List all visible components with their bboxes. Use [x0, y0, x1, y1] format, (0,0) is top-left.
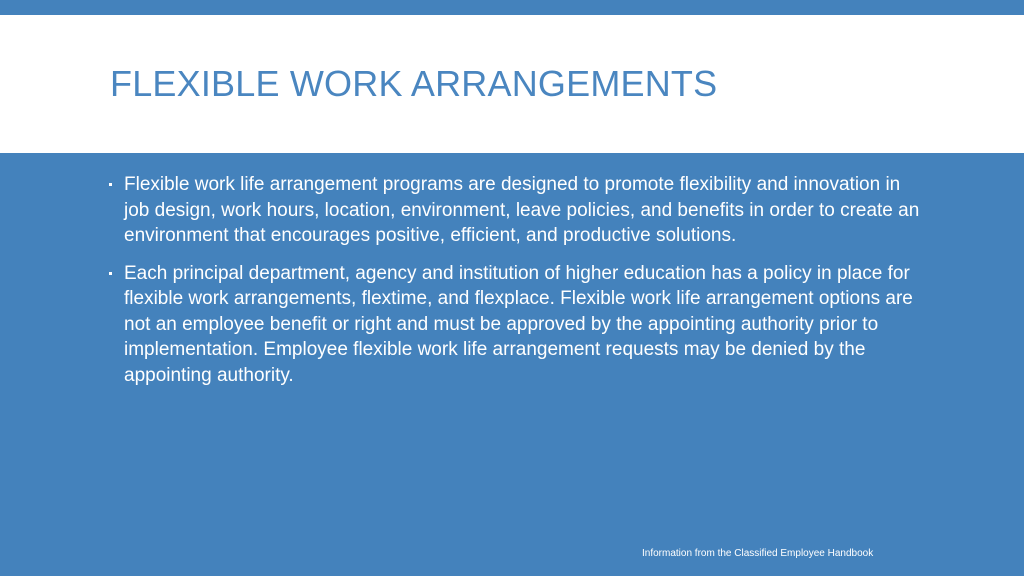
bullet-text: Flexible work life arrangement programs are designed to promote flexibility and innovation in job design, work hours, location, environment, leave policies, and benefits in order to create an environment that encourages positive, efficient, and productive solutions. — [124, 174, 920, 246]
bullet-list — [108, 172, 928, 400]
bullet-marker-icon — [109, 183, 112, 186]
bullet-marker-icon — [109, 272, 112, 275]
bullet-item — [108, 172, 928, 249]
footer-note: Information from the Classified Employee Handbook — [642, 548, 874, 559]
slide-title: FLEXIBLE WORK ARRANGEMENTS — [110, 63, 718, 104]
bullet-item — [108, 261, 928, 389]
bullet-text: Each principal department, agency and institution of higher education has a policy in place for flexible work arrangements, flextime, and flexplace. Flexible work life arrangement options are not an employee benefit or right and must be approved by the appointing authority prior to implementation. Employee flexible work life arrangement requests may be denied by the appointing authority. — [124, 262, 913, 386]
